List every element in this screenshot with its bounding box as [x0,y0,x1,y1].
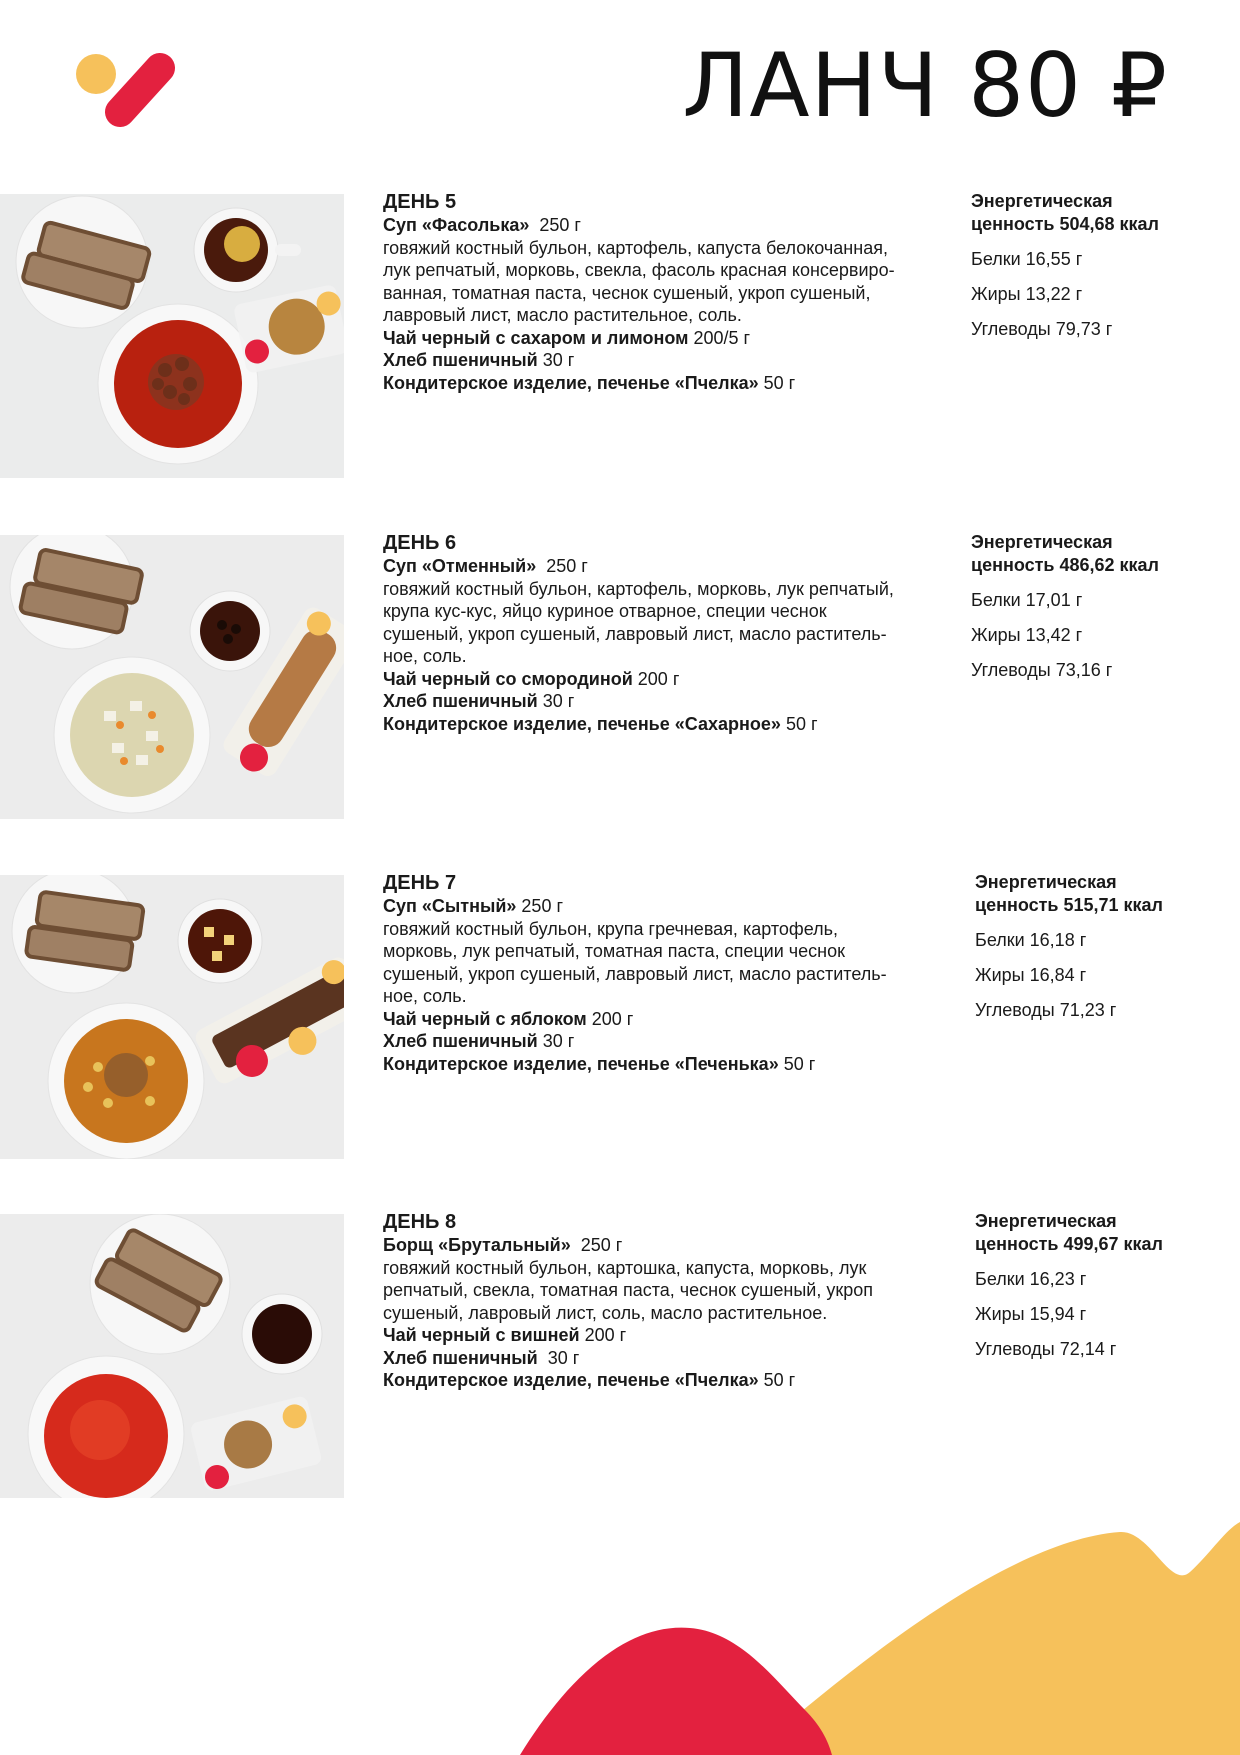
soup-ingredients-line: сушеный, укроп сушеный, лавровый лист, масло раститель- [383,963,887,984]
nutrition-day-7 [975,872,1215,1021]
carbs: Углеводы 71,23 г [975,1000,1117,1020]
proteins: Белки 16,23 г [975,1269,1087,1289]
tea-line [383,327,943,350]
tea-weight: 200 г [637,668,680,689]
tea-weight: 200 г [591,1008,634,1029]
day-title: ДЕНЬ 8 [383,1211,457,1233]
carbs: Углеводы 73,16 г [971,660,1113,680]
bread-weight: 30 г [547,1347,580,1368]
decorative-waves [0,1500,1240,1755]
soup-line [383,555,943,578]
bread-line [383,690,943,713]
soup-ingredients-line: говяжий костный бульон, крупа гречневая, картофель, [383,918,838,939]
soup-weight: 250 г [546,556,588,576]
soup-weight: 250 г [580,1235,623,1255]
pastry-name: Кондитерское изделие, печенье «Пчелка» [383,1370,759,1390]
energy-value: ценность 499,67 ккал [975,1233,1163,1254]
pastry-line [383,1053,943,1076]
soup-line [383,1234,943,1257]
soup-ingredients-line: говяжий костный бульон, картошка, капуста, морковь, лук [383,1257,867,1278]
pastry-line [383,713,943,736]
bread-weight: 30 г [542,691,575,711]
bread-name: Хлеб пшеничный [383,691,538,711]
tea-name: Чай черный с сахаром и лимоном [383,327,689,348]
soup-name: Борщ «Брутальный» [383,1235,571,1255]
proteins: Белки 17,01 г [971,590,1083,610]
soup-ingredients-line: лавровый лист, масло растительное, соль. [383,305,742,325]
menu-description-day-8 [383,1211,943,1392]
energy-label: Энергетическая [971,532,1113,552]
soup-ingredients-line: сушеный, лавровый лист, соль, масло растительное. [383,1302,828,1323]
menu-description-day-7 [383,872,943,1075]
tea-name: Чай черный со смородиной [383,668,633,689]
energy-label: Энергетическая [975,872,1117,892]
menu-description-day-5 [383,191,943,394]
soup-ingredients-line: говяжий костный бульон, картофель, капуста белокочанная, [383,237,888,258]
meal-photo-day-8 [0,1214,344,1498]
nutrition-day-6 [971,532,1211,681]
fats: Жиры 16,84 г [975,965,1087,985]
soup-weight: 250 г [539,215,581,235]
energy-value: ценность 486,62 ккал [971,554,1159,575]
day-5-section [0,191,1240,478]
day-title: ДЕНЬ 6 [383,532,457,554]
soup-name: Суп «Фасолька» [383,215,530,235]
tea-weight: 200 г [584,1325,627,1345]
nutrition-day-8 [975,1211,1215,1360]
energy-value: ценность 515,71 ккал [975,894,1163,915]
tea-line [383,1008,943,1031]
day-8-section [0,1211,1240,1498]
day-title: ДЕНЬ 7 [383,872,457,894]
pastry-weight: 50 г [785,713,818,734]
soup-ingredients-line: сушеный, укроп сушеный, лавровый лист, масло раститель- [383,623,887,644]
soup-ingredients-line: крупа кус-кус, яйцо куриное отварное, специи чеснок [383,601,827,621]
bread-line [383,349,943,372]
tea-weight: 200/5 г [693,327,751,348]
tea-line [383,668,943,691]
proteins: Белки 16,55 г [971,249,1083,269]
energy-label: Энергетическая [975,1211,1117,1231]
pastry-weight: 50 г [783,1053,816,1074]
soup-name: Суп «Отменный» [383,556,537,576]
bread-weight: 30 г [542,1031,575,1051]
pastry-line [383,1369,943,1392]
bread-name: Хлеб пшеничный [383,1031,538,1051]
soup-ingredients-line: морковь, лук репчатый, томатная паста, специи чеснок [383,941,845,961]
carbs: Углеводы 79,73 г [971,319,1113,339]
soup-name: Суп «Сытный» [383,896,517,916]
soup-ingredients-line: ванная, томатная паста, чеснок сушеный, укроп сушеный, [383,282,871,303]
pastry-line [383,372,943,395]
fats: Жиры 15,94 г [975,1304,1087,1324]
day-7-section [0,872,1240,1159]
soup-ingredients-line: ное, соль. [383,646,467,666]
soup-ingredients-line: лук репчатый, морковь, свекла, фасоль красная консервиро- [383,260,895,280]
meal-photo-day-6 [0,535,344,819]
day-title: ДЕНЬ 5 [383,191,457,213]
day-6-section [0,532,1240,819]
soup-ingredients-line: ное, соль. [383,986,467,1006]
proteins: Белки 16,18 г [975,930,1087,950]
soup-line [383,214,943,237]
pastry-weight: 50 г [763,372,796,393]
fats: Жиры 13,42 г [971,625,1083,645]
soup-ingredients-line: говяжий костный бульон, картофель, морковь, лук репчатый, [383,578,894,599]
bread-name: Хлеб пшеничный [383,350,538,370]
pastry-name: Кондитерское изделие, печенье «Сахарное» [383,713,781,734]
soup-line [383,895,943,918]
bread-weight: 30 г [542,350,575,370]
soup-weight: 250 г [521,896,564,916]
pastry-name: Кондитерское изделие, печенье «Печенька» [383,1053,779,1074]
meal-photo-day-7 [0,875,344,1159]
soup-ingredients-line: репчатый, свекла, томатная паста, чеснок сушеный, укроп [383,1280,874,1300]
pastry-name: Кондитерское изделие, печенье «Пчелка» [383,372,759,393]
energy-label: Энергетическая [971,191,1113,211]
brand-logo [76,50,180,128]
tea-line [383,1324,943,1347]
carbs: Углеводы 72,14 г [975,1339,1117,1359]
tea-name: Чай черный с вишней [383,1325,580,1345]
bread-name: Хлеб пшеничный [383,1347,538,1368]
nutrition-day-5 [971,191,1211,340]
bread-line [383,1030,943,1053]
tea-name: Чай черный с яблоком [383,1008,587,1029]
page-title: ЛАНЧ 80 ₽ [682,34,1168,137]
fats: Жиры 13,22 г [971,284,1083,304]
bread-line [383,1347,943,1370]
meal-photo-day-5 [0,194,344,478]
pastry-weight: 50 г [763,1370,796,1390]
energy-value: ценность 504,68 ккал [971,213,1159,234]
menu-description-day-6 [383,532,943,735]
